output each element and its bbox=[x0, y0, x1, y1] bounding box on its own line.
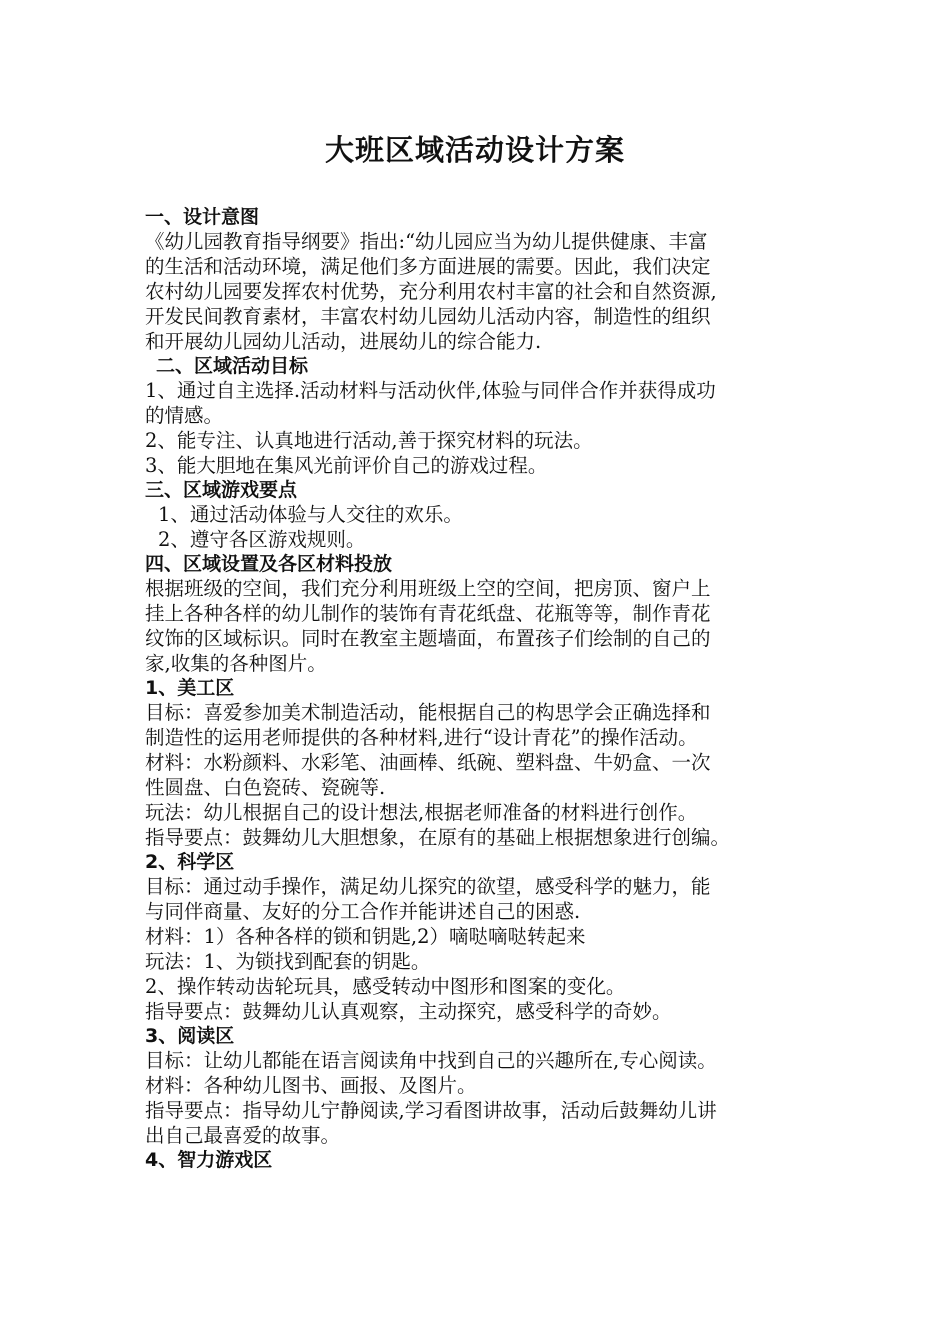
paragraph-line: 材料：各种幼儿图书、画报、及图片。 bbox=[145, 1074, 477, 1097]
paragraph-line: 指导要点：鼓舞幼儿大胆想象，在原有的基础上根据想象进行创编。 bbox=[145, 826, 731, 849]
paragraph-line: 开发民间教育素材，丰富农村幼儿园幼儿活动内容，制造性的组织 bbox=[145, 305, 711, 328]
paragraph-line: 2、遵守各区游戏规则。 bbox=[158, 528, 366, 551]
section-heading: 2、科学区 bbox=[145, 851, 235, 873]
paragraph-line: 目标：通过动手操作，满足幼儿探究的欲望，感受科学的魅力，能 bbox=[145, 875, 711, 898]
section-heading: 4、智力游戏区 bbox=[145, 1149, 273, 1171]
paragraph-line: 与同伴商量、友好的分工合作并能讲述自己的困惑. bbox=[145, 900, 581, 923]
section-heading: 3、阅读区 bbox=[145, 1025, 235, 1047]
paragraph-line: 玩法：幼儿根据自己的设计想法,根据老师准备的材料进行创作。 bbox=[145, 801, 698, 824]
paragraph-line: 目标：喜爱参加美术制造活动，能根据自己的构思学会正确选择和 bbox=[145, 701, 711, 724]
paragraph-line: 的情感。 bbox=[145, 404, 224, 427]
paragraph-line: 指导要点：指导幼儿宁静阅读,学习看图讲故事，活动后鼓舞幼儿讲 bbox=[145, 1099, 717, 1122]
paragraph-line: 材料：1）各种各样的锁和钥匙,2）嘀哒嘀哒转起来 bbox=[145, 925, 586, 948]
paragraph-line: 材料：水粉颜料、水彩笔、油画棒、纸碗、塑料盘、牛奶盒、一次 bbox=[145, 751, 711, 774]
paragraph-line: 挂上各种各样的幼儿制作的装饰有青花纸盘、花瓶等等，制作青花 bbox=[145, 602, 711, 625]
paragraph-line: 家,收集的各种图片。 bbox=[145, 652, 327, 675]
section-heading: 一、设计意图 bbox=[145, 206, 260, 228]
paragraph-line: 根据班级的空间，我们充分利用班级上空的空间，把房顶、窗户上 bbox=[145, 577, 711, 600]
paragraph-line: 1、通过自主选择.活动材料与活动伙伴,体验与同伴合作并获得成功 bbox=[145, 379, 716, 402]
document-title: 大班区域活动设计方案 bbox=[324, 133, 625, 167]
paragraph-line: 2、能专注、认真地进行活动,善于探究材料的玩法。 bbox=[145, 429, 593, 452]
paragraph-line: 1、通过活动体验与人交往的欢乐。 bbox=[158, 503, 463, 526]
paragraph-line: 和开展幼儿园幼儿活动，进展幼儿的综合能力. bbox=[145, 330, 542, 353]
paragraph-line: 出自己最喜爱的故事。 bbox=[145, 1124, 341, 1147]
paragraph-line: 3、能大胆地在集风光前评价自己的游戏过程。 bbox=[145, 454, 548, 477]
paragraph-line: 纹饰的区域标识。同时在教室主题墙面，布置孩子们绘制的自己的 bbox=[145, 627, 711, 650]
section-heading: 1、美工区 bbox=[145, 677, 235, 699]
section-heading: 三、区域游戏要点 bbox=[145, 479, 298, 501]
paragraph-line: 玩法：1、为锁找到配套的钥匙。 bbox=[145, 950, 431, 973]
paragraph-line: 农村幼儿园要发挥农村优势，充分利用农村丰富的社会和自然资源, bbox=[145, 280, 717, 303]
paragraph-line: 2、操作转动齿轮玩具，感受转动中图形和图案的变化。 bbox=[145, 975, 626, 998]
paragraph-line: 的生活和活动环境，满足他们多方面进展的需要。因此，我们决定 bbox=[145, 255, 711, 278]
paragraph-line: 性圆盘、白色瓷砖、瓷碗等. bbox=[145, 776, 386, 799]
section-heading: 四、区域设置及各区材料投放 bbox=[145, 553, 393, 575]
paragraph-line: 目标：让幼儿都能在语言阅读角中找到自己的兴趣所在,专心阅读。 bbox=[145, 1049, 717, 1072]
document-body bbox=[145, 205, 815, 1172]
section-heading: 二、区域活动目标 bbox=[156, 355, 309, 377]
paragraph-line: 《幼儿园教育指导纲要》指出:“幼儿园应当为幼儿提供健康、丰富 bbox=[145, 230, 708, 253]
paragraph-line: 制造性的运用老师提供的各种材料,进行“设计青花”的操作活动。 bbox=[145, 726, 698, 749]
paragraph-line: 指导要点：鼓舞幼儿认真观察，主动探究，感受科学的奇妙。 bbox=[145, 1000, 672, 1023]
